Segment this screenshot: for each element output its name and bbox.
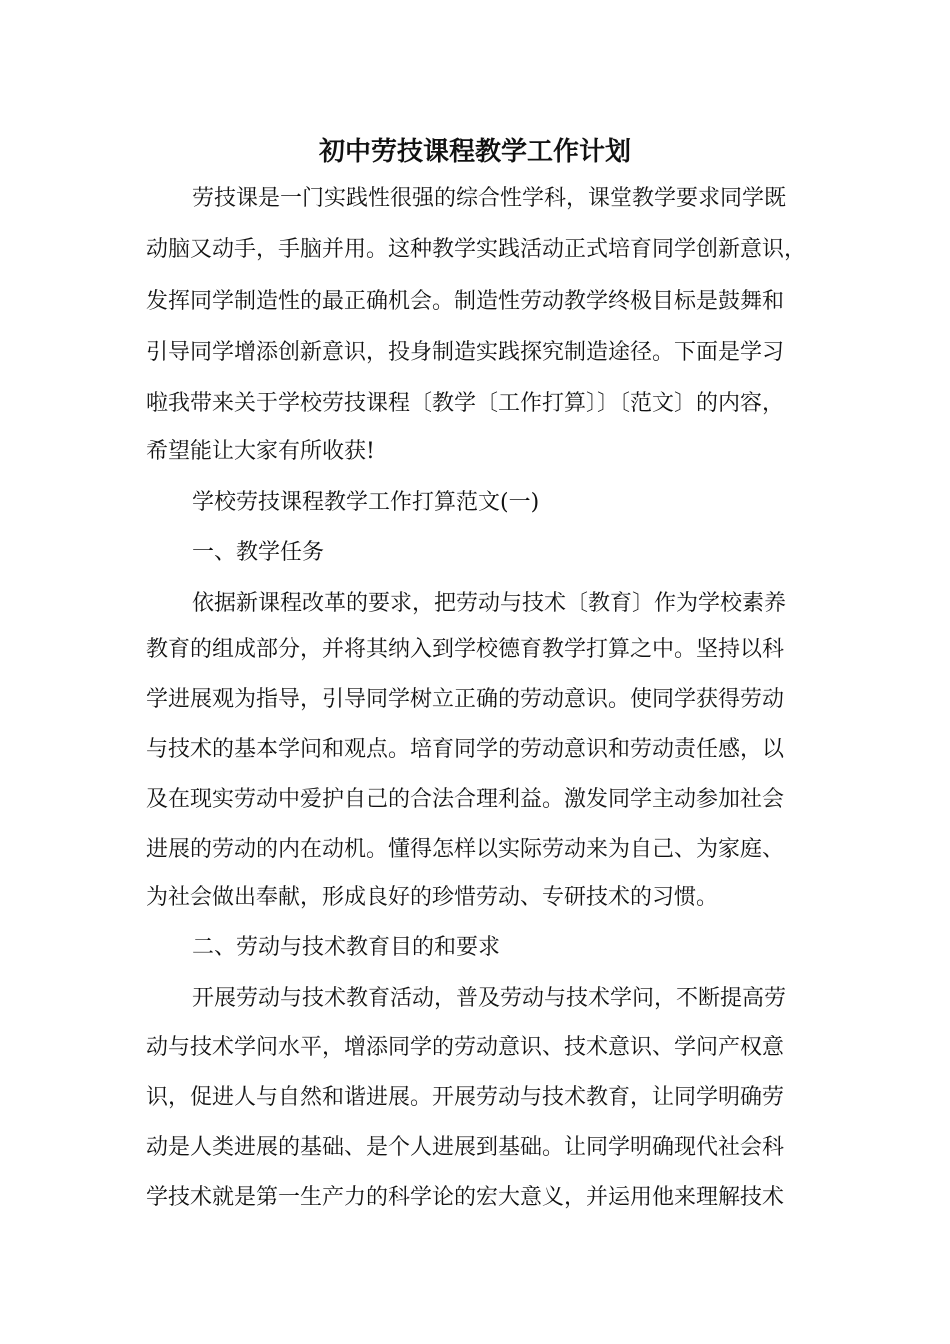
section-heading: 一、教学任务 [192,540,325,565]
paragraph-line: 啦我带来关于学校劳技课程〔教学〔工作打算〕〕〔范文〕的内容， [146,391,785,416]
paragraph-line: 教育的组成部分，并将其纳入到学校德育教学打算之中。坚持以科 [146,637,785,662]
paragraph-line: 及在现实劳动中爱护自己的合法合理利益。激发同学主动参加社会 [146,787,785,812]
paragraph-line: 进展的劳动的内在动机。懂得怎样以实际劳动来为自己、为家庭、 [146,837,785,862]
paragraph-line: 动与技术学问水平，增添同学的劳动意识、技术意识、学问产权意 [146,1035,785,1060]
section-heading: 二、劳动与技术教育目的和要求 [192,935,501,960]
paragraph-line: 依据新课程改革的要求，把劳动与技术〔教育〕作为学校素养 [192,591,787,616]
paragraph-line: 开展劳动与技术教育活动，普及劳动与技术学问，不断提高劳 [192,986,787,1011]
paragraph-line: 学进展观为指导，引导同学树立正确的劳动意识。使同学获得劳动 [146,687,785,712]
paragraph-line: 引导同学增添创新意识，投身制造实践探究制造途径。下面是学习 [146,340,785,365]
paragraph-line: 识，促进人与自然和谐进展。开展劳动与技术教育，让同学明确劳 [146,1085,785,1110]
document-title: 初中劳技课程教学工作计划 [318,137,631,167]
paragraph-line: 与技术的基本学问和观点。培育同学的劳动意识和劳动责任感，以 [146,737,785,762]
paragraph-line: 希望能让大家有所收获! [146,439,375,464]
paragraph-line: 劳技课是一门实践性很强的综合性学科，课堂教学要求同学既 [192,186,787,211]
paragraph-line: 动是人类进展的基础、是个人进展到基础。让同学明确现代社会科 [146,1135,785,1160]
paragraph-line: 动脑又动手，手脑并用。这种教学实践活动正式培育同学创新意识， [146,237,807,262]
paragraph-line: 学技术就是第一生产力的科学论的宏大意义，并运用他来理解技术 [146,1185,785,1210]
section-heading: 学校劳技课程教学工作打算范文(一) [192,490,540,515]
paragraph-line: 发挥同学制造性的最正确机会。制造性劳动教学终极目标是鼓舞和 [146,289,785,314]
paragraph-line: 为社会做出奉献，形成良好的珍惜劳动、专研技术的习惯。 [146,885,719,910]
